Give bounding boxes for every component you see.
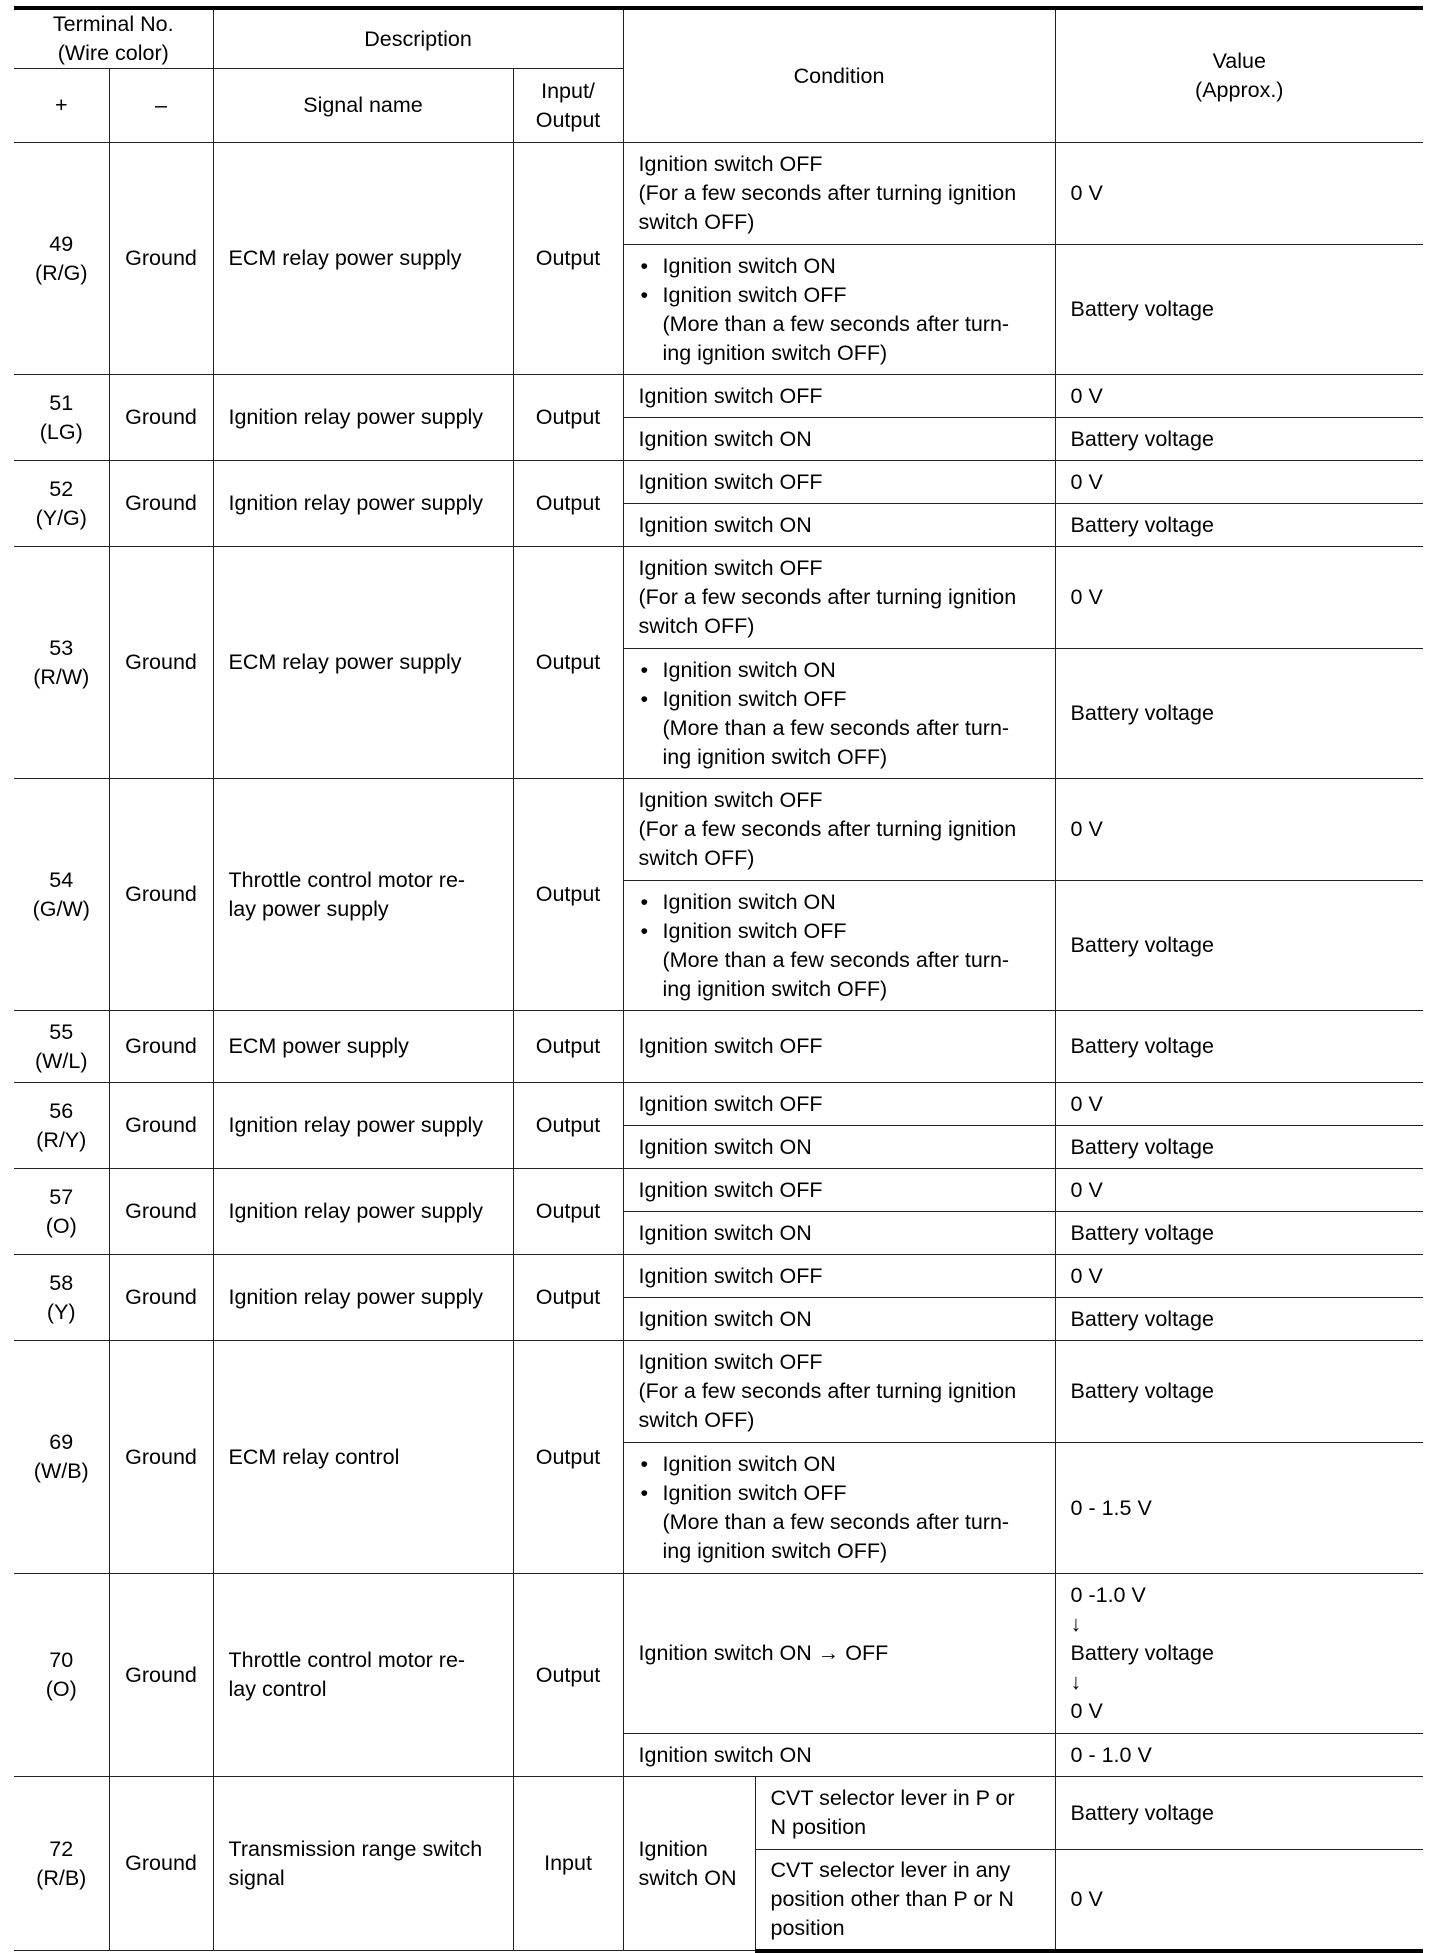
io-cell: Output [513,461,623,547]
table-row [14,1777,1423,1850]
io-cell: Output [513,1083,623,1169]
condition-cell: Ignition switch ON → OFF [623,1574,1055,1734]
value-cell: Battery voltage [1055,418,1423,461]
header-description: Description [213,8,623,69]
condition-cell: Ignition switch OFF (For a few seconds after turning ignition switch OFF) [623,143,1055,245]
header-condition: Condition [623,8,1055,143]
ground-cell: Ground [109,1341,213,1574]
terminal-cell: 55 (W/L) [14,1011,109,1083]
ground-cell: Ground [109,375,213,461]
condition-cell: Ignition switch ON [623,1126,1055,1169]
condition-cell: • Ignition switch ON • Ignition switch OFF (More than a few seconds after turn- ing ignition switch OFF) [623,245,1055,375]
table-row [14,1083,1423,1126]
header-minus: – [109,69,213,143]
value-cell: Battery voltage [1055,1011,1423,1083]
condition-cell: Ignition switch OFF (For a few seconds after turning ignition switch OFF) [623,547,1055,649]
value-cell: 0 V [1055,1850,1423,1951]
value-cell: 0 - 1.0 V [1055,1734,1423,1777]
condition-cell: • Ignition switch ON • Ignition switch OFF (More than a few seconds after turn- ing ignition switch OFF) [623,881,1055,1011]
signal-cell: Ignition relay power supply [213,375,513,461]
table-row [14,779,1423,881]
io-cell: Output [513,1574,623,1777]
value-cell: 0 V [1055,375,1423,418]
terminal-cell: 70 (O) [14,1574,109,1777]
condition-cell: Ignition switch ON [623,504,1055,547]
table-row [14,1341,1423,1443]
signal-cell: Transmission range switch signal [213,1777,513,1951]
value-cell: 0 V [1055,1255,1423,1298]
condition-cell: Ignition switch OFF [623,1083,1055,1126]
terminal-cell: 51 (LG) [14,375,109,461]
table-row [14,375,1423,418]
terminal-cell: 72 (R/B) [14,1777,109,1951]
value-cell: Battery voltage [1055,1126,1423,1169]
table-row [14,547,1423,649]
ground-cell: Ground [109,1011,213,1083]
terminal-cell: 53 (R/W) [14,547,109,779]
ground-cell: Ground [109,1255,213,1341]
table-row [14,1574,1423,1734]
condition-group-cell: Ignition switch ON [623,1777,755,1951]
value-cell: Battery voltage [1055,504,1423,547]
signal-cell: ECM relay power supply [213,143,513,375]
io-cell: Output [513,1255,623,1341]
ground-cell: Ground [109,1083,213,1169]
signal-cell: Ignition relay power supply [213,1083,513,1169]
value-cell: Battery voltage [1055,649,1423,779]
value-cell: 0 V [1055,1083,1423,1126]
ground-cell: Ground [109,461,213,547]
ground-cell: Ground [109,1777,213,1951]
ground-cell: Ground [109,1169,213,1255]
io-cell: Output [513,1011,623,1083]
io-cell: Output [513,143,623,375]
signal-cell: Ignition relay power supply [213,1255,513,1341]
condition-cell: Ignition switch OFF [623,461,1055,504]
value-cell: Battery voltage [1055,1777,1423,1850]
terminal-cell: 69 (W/B) [14,1341,109,1574]
io-cell: Output [513,1169,623,1255]
header-value: Value (Approx.) [1055,8,1423,143]
io-cell: Output [513,779,623,1011]
table-row [14,1255,1423,1298]
io-cell: Output [513,1341,623,1574]
condition-cell: Ignition switch OFF (For a few seconds after turning ignition switch OFF) [623,779,1055,881]
value-cell: 0 -1.0 V ↓ Battery voltage ↓ 0 V [1055,1574,1423,1734]
terminal-value-table [14,6,1423,1953]
condition-cell: • Ignition switch ON • Ignition switch OFF (More than a few seconds after turn- ing ignition switch OFF) [623,1443,1055,1574]
signal-cell: Throttle control motor re- lay control [213,1574,513,1777]
value-cell: 0 V [1055,143,1423,245]
value-cell: Battery voltage [1055,245,1423,375]
signal-cell: ECM relay control [213,1341,513,1574]
value-cell: Battery voltage [1055,881,1423,1011]
table-row [14,1011,1423,1083]
io-cell: Output [513,375,623,461]
condition-cell: Ignition switch ON [623,1298,1055,1341]
ground-cell: Ground [109,779,213,1011]
header-plus: + [14,69,109,143]
terminal-cell: 54 (G/W) [14,779,109,1011]
condition-cell: CVT selector lever in any position other than P or N position [755,1850,1055,1951]
value-cell: 0 V [1055,1169,1423,1212]
condition-cell: Ignition switch OFF [623,375,1055,418]
io-cell: Output [513,547,623,779]
value-cell: 0 - 1.5 V [1055,1443,1423,1574]
ground-cell: Ground [109,547,213,779]
condition-cell: Ignition switch OFF (For a few seconds after turning ignition switch OFF) [623,1341,1055,1443]
header-io: Input/ Output [513,69,623,143]
table-row [14,461,1423,504]
terminal-cell: 52 (Y/G) [14,461,109,547]
header-signal-name: Signal name [213,69,513,143]
ground-cell: Ground [109,143,213,375]
condition-cell: Ignition switch OFF [623,1169,1055,1212]
value-cell: 0 V [1055,547,1423,649]
terminal-cell: 49 (R/G) [14,143,109,375]
header-terminal: Terminal No. (Wire color) [14,8,213,69]
ground-cell: Ground [109,1574,213,1777]
value-cell: Battery voltage [1055,1212,1423,1255]
condition-cell: Ignition switch ON [623,418,1055,461]
value-cell: 0 V [1055,779,1423,881]
signal-cell: Ignition relay power supply [213,1169,513,1255]
terminal-cell: 58 (Y) [14,1255,109,1341]
signal-cell: ECM power supply [213,1011,513,1083]
value-cell: Battery voltage [1055,1341,1423,1443]
io-cell: Input [513,1777,623,1951]
condition-cell: Ignition switch ON [623,1212,1055,1255]
condition-cell: • Ignition switch ON • Ignition switch OFF (More than a few seconds after turn- ing ignition switch OFF) [623,649,1055,779]
table-row [14,143,1423,245]
value-cell: 0 V [1055,461,1423,504]
signal-cell: ECM relay power supply [213,547,513,779]
table-row [14,1169,1423,1212]
condition-cell: CVT selector lever in P or N position [755,1777,1055,1850]
terminal-cell: 57 (O) [14,1169,109,1255]
condition-cell: Ignition switch ON [623,1734,1055,1777]
condition-cell: Ignition switch OFF [623,1011,1055,1083]
signal-cell: Throttle control motor re- lay power supply [213,779,513,1011]
terminal-cell: 56 (R/Y) [14,1083,109,1169]
signal-cell: Ignition relay power supply [213,461,513,547]
value-cell: Battery voltage [1055,1298,1423,1341]
condition-cell: Ignition switch OFF [623,1255,1055,1298]
